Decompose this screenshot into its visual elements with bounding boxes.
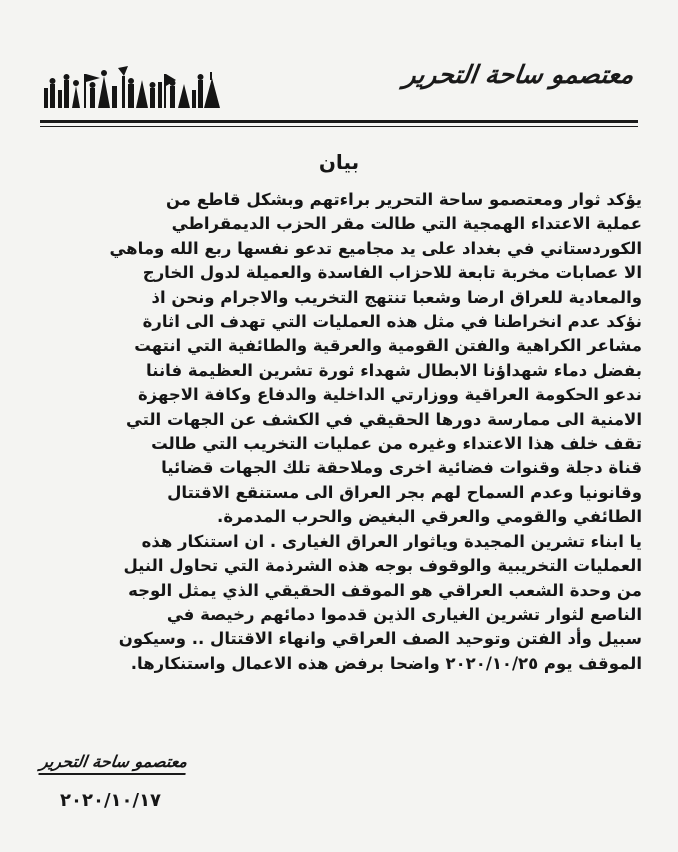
body-line: من وحدة الشعب العراقي هو الموقف الحقيقي الذي يمثل الوجه: [128, 580, 642, 600]
header-divider: [40, 120, 638, 123]
page-title: بيان: [318, 150, 360, 174]
body-line: عملية الاعتداء الهمجية التي طالت مقر الحزب الديمقراطي: [171, 214, 642, 234]
body-line: الكوردستاني في بغداد على يد مجاميع تدعو نفسها ربع الله وماهي: [109, 238, 642, 258]
body-line: وقانونيا وعدم السماح لهم بجر العراق الى مستنقع الاقتتال: [167, 482, 642, 502]
body-line: مشاعر الكراهية والفتن القومية والعرقية والطائفية التي انتهت: [134, 336, 642, 356]
header-divider-thin: [40, 126, 638, 127]
body-line: تقف خلف هذا الاعتداء وغيره من عمليات التخريب التي طالت: [151, 434, 642, 454]
protest-crowd-silhouette-icon: [44, 66, 224, 108]
body-line: الناصع لثوار تشرين الغيارى الذين قدموا دمائهم رخيصة في: [166, 604, 642, 624]
statement-date: ٢٠٢٠/١٠/١٧: [60, 790, 162, 811]
signature-logo: معتصمو ساحة التحرير: [38, 752, 188, 775]
body-line: بفضل دماء شهداؤنا الابطال شهداء ثورة تشرين العظيمة فاننا: [146, 360, 642, 380]
body-line: والمعادية للعراق ارضا وشعبا تنتهج التخريب والاجرام ونحن اذ: [151, 287, 642, 307]
body-line: نؤكد عدم انخراطنا في مثل هذه العمليات التي تهدف الى اثارة: [142, 312, 642, 332]
body-line: الا عصابات مخربة تابعة للاحزاب الفاسدة والعميلة لدول الخارج: [142, 263, 642, 283]
body-line: قناة دجلة وقنوات فضائية اخرى وملاحقة تلك الجهات قضائيا: [161, 458, 642, 478]
body-line: الموقف يوم ٢٠٢٠/١٠/٢٥ واضحا برفض هذه الاعمال واستنكارها.: [130, 653, 642, 673]
body-line: العمليات التخريبية والوقوف بوجه هذه الشرذمة التي تحاول النيل: [123, 556, 642, 576]
body-line: ندعو الحكومة العراقية ووزارتي الداخلية والدفاع وكافة الاجهزة: [137, 385, 642, 405]
header-logo: معتصمو ساحة التحرير: [402, 60, 637, 89]
body-line: يؤكد ثوار ومعتصمو ساحة التحرير براءتهم وبشكل قاطع من: [165, 190, 642, 209]
body-line: الطائفي والقومي والعرقي البغيض والحرب المدمرة.: [217, 507, 642, 527]
statement-body: [32, 188, 642, 676]
body-line: سبيل وأد الفتن وتوحيد الصف العراقي وانهاء الاقتتال .. وسيكون: [118, 629, 642, 649]
body-line: الامنية الى ممارسة دورها الحقيقي في الكشف عن الجهات التي: [125, 409, 642, 429]
body-line: يا ابناء تشرين المجيدة وياثوار العراق الغيارى . ان استنكار هذه: [141, 531, 642, 551]
